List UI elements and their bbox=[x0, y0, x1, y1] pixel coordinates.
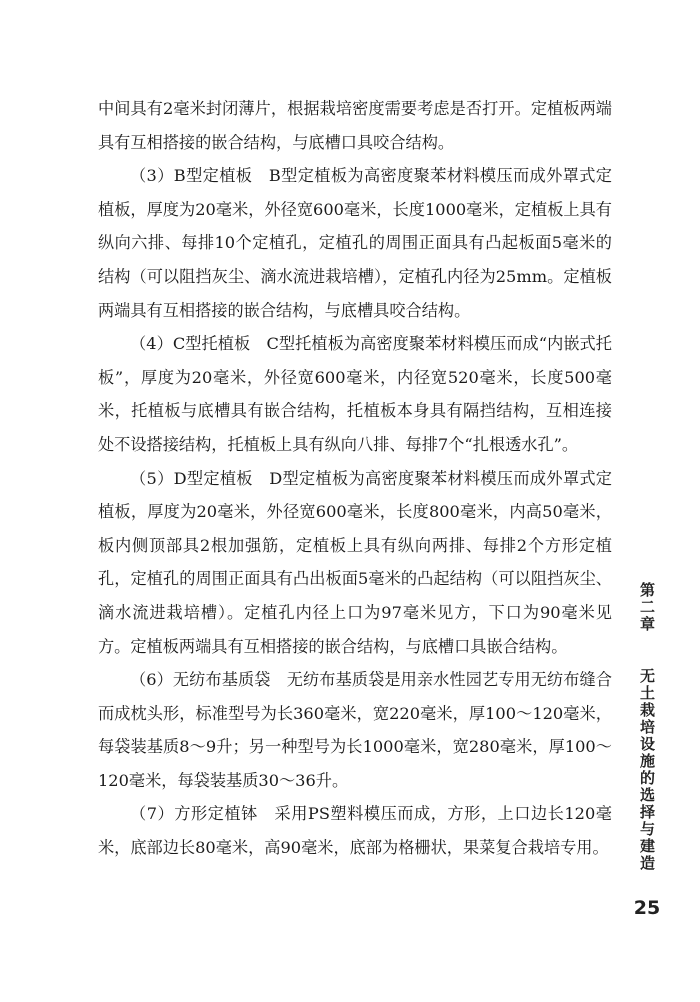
paragraph-c-type-tray: （4）C型托植板 C型托植板为高密度聚苯材料模压而成“内嵌式托板”，厚度为20毫米，外径宽600毫米，内径宽520毫米，长度500毫米，托植板与底槽具有嵌合结构，托植板本身具有隔挡结构，互相连接处不设搭接结构，托植板上具有纵向八排、每排7个“扎根透水孔”。 bbox=[98, 334, 612, 454]
chapter-title: 无土栽培设施的选择与建造 bbox=[638, 668, 656, 872]
paragraph-square-pot: （7）方形定植钵 采用PS塑料模压而成，方形，上口边长120毫米，底部边长80毫米，高90毫米，底部为格栅状，果菜复合栽培专用。 bbox=[98, 804, 612, 858]
paragraph-nonwoven-bag: （6）无纺布基质袋 无纺布基质袋是用亲水性园艺专用无纺布缝合而成枕头形，标准型号为长360毫米，宽220毫米，厚100～120毫米，每袋装基质8～9升；另一种型号为长1000毫米，宽280毫米，厚100～120毫米，每袋装基质30～36升。 bbox=[98, 670, 612, 790]
chapter-side-tab bbox=[625, 582, 669, 872]
page-body bbox=[98, 92, 612, 865]
page-number: 25 bbox=[633, 897, 661, 919]
paragraph-b-type-plate: （3）B型定植板 B型定植板为高密度聚苯材料模压而成外罩式定植板，厚度为20毫米，外径宽600毫米，长度1000毫米，定植板上具有纵向六排、每排10个定植孔，定植孔的周围正面具有凸起板面5毫米的结构（可以阻挡灰尘、滴水流进栽培槽），定植孔内径为25mm。定植板两端具有互相搭接的嵌合结构，与底槽具咬合结构。 bbox=[98, 166, 612, 320]
paragraph-continuation: 中间具有2毫米封闭薄片，根据栽培密度需要考虑是否打开。定植板两端具有互相搭接的嵌合结构，与底槽口具咬合结构。 bbox=[98, 99, 612, 152]
chapter-number: 第二章 bbox=[638, 582, 656, 633]
paragraph-d-type-plate: （5）D型定植板 D型定植板为高密度聚苯材料模压而成外罩式定植板，厚度为20毫米，外径宽600毫米，长度800毫米，内高50毫米，板内侧顶部具2根加强筋，定植板上具有纵向两排、每排2个方形定植孔，定植孔的周围正面具有凸出板面5毫米的凸起结构（可以阻挡灰尘、滴水流进栽培槽）。定植孔内径上口为97毫米见方，下口为90毫米见方。定植板两端具有互相搭接的嵌合结构，与底槽口具嵌合结构。 bbox=[98, 468, 612, 656]
